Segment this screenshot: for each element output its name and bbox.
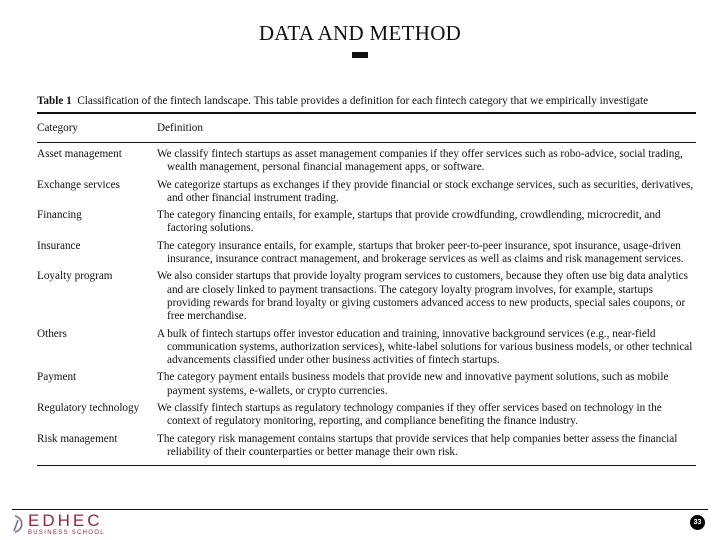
table-row xyxy=(37,240,697,267)
definition-cell: A bulk of fintech startups offer investor education and training, innovative background services (e.g., near-field communication systems, authorization services), white-label solutions for various business models, or other technical advancements classified under other business activities of fintech startups. xyxy=(157,327,693,367)
category-cell: Regulatory technology xyxy=(37,402,140,415)
table-row xyxy=(37,270,697,323)
logo-main-text: EDHEC xyxy=(28,511,103,530)
table-header-rule xyxy=(37,142,696,143)
table-bottom-rule xyxy=(37,465,696,466)
table-row xyxy=(37,148,697,175)
page-number: 33 xyxy=(690,515,705,530)
table-top-rule xyxy=(37,112,696,114)
definition-cell: The category insurance entails, for example, startups that broker peer-to-peer insurance, spot insurance, usage-driven insurance, insurance contract management, and brokerage services as well as claims and risk management services. xyxy=(157,239,684,266)
definition-cell: We also consider startups that provide loyalty program services to customers, because they often use big data analytics and are closely linked to payment transactions. The category loyalty program involves, for example, startups providing rewards for brand loyalty or giving customers advanced access to new products, special sales coupons, or free merchandise. xyxy=(157,270,688,323)
definition-cell: We categorize startups as exchanges if they provide financial or stock exchange services, such as securities, derivatives, and other financial instrument trading. xyxy=(157,178,694,204)
category-cell: Others xyxy=(37,327,67,340)
slide-title: DATA AND METHOD xyxy=(258,21,462,45)
definition-cell: We classify fintech startups as regulatory technology companies if they offer services based on technology in the context of regulatory monitoring, reporting, and compliance benefiting the finance industry. xyxy=(157,402,662,428)
table-caption-text: Classification of the fintech landscape. This table provides a definition for each fintech category that we empirically investigate xyxy=(77,95,649,107)
logo-mark-icon xyxy=(12,514,26,534)
table-label: Table 1 xyxy=(37,95,72,107)
category-cell: Exchange services xyxy=(37,178,120,191)
table-row xyxy=(37,179,697,206)
category-cell: Risk management xyxy=(37,432,118,445)
table-row xyxy=(37,209,697,236)
table-body xyxy=(37,148,697,466)
definition-cell: The category financing entails, for example, startups that provide crowdfunding, crowdlending, microcredit, and factoring solutions. xyxy=(157,209,661,235)
footer-rule xyxy=(12,509,708,510)
category-cell: Asset management xyxy=(37,148,122,160)
edhec-logo xyxy=(12,512,132,538)
category-cell: Payment xyxy=(37,371,77,384)
definition-cell: The category payment entails business models that provide new and innovative payment solutions, such as mobile payment systems, e-wallets, or crypto currencies. xyxy=(157,371,669,397)
table-row xyxy=(37,328,697,368)
header-category: Category xyxy=(37,122,79,134)
category-cell: Financing xyxy=(37,209,82,222)
definition-cell: We classify fintech startups as asset management companies if they offer services such as robo-advice, social trading, wealth management, personal financial management apps, or software. xyxy=(157,148,683,174)
table-row xyxy=(37,433,697,460)
header-definition: Definition xyxy=(157,122,203,134)
definition-cell: The category risk management contains startups that provide services that help companies better assess the financial reliability of their counterparties or better manage their own risk. xyxy=(157,432,678,458)
table-caption xyxy=(37,95,648,108)
table-row xyxy=(37,402,697,429)
title-underline-mark xyxy=(352,52,368,58)
category-cell: Loyalty program xyxy=(37,270,113,283)
category-cell: Insurance xyxy=(37,239,81,252)
logo-sub-text: BUSINESS SCHOOL xyxy=(28,530,105,536)
table-row xyxy=(37,371,697,398)
